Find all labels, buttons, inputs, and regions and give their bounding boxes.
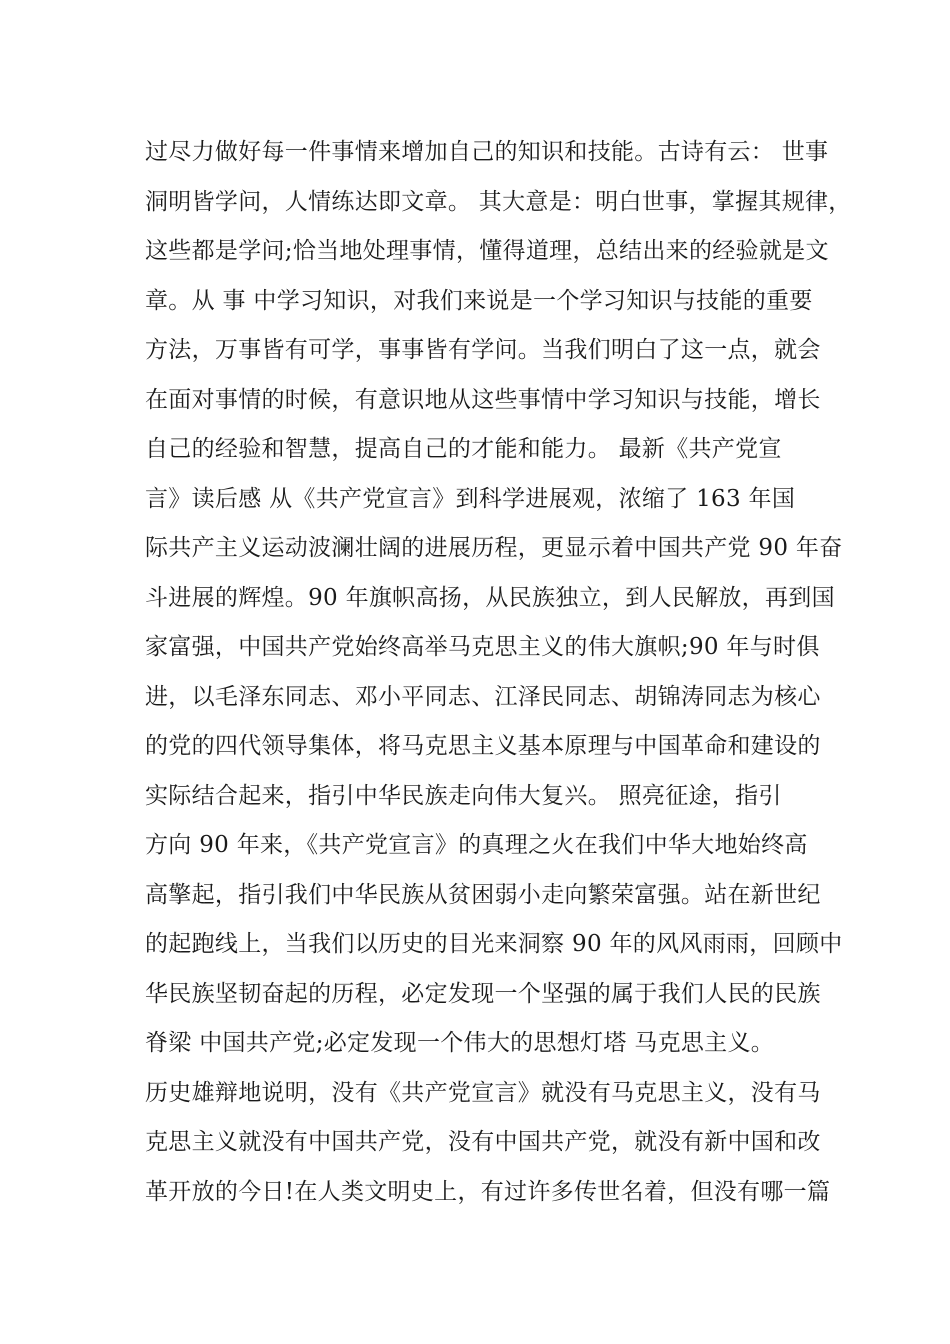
text-line-16: 高擎起，指引我们中华民族从贫困弱小走向繁荣富强。站在新世纪 xyxy=(145,881,821,908)
text-line-9: 际共产主义运动波澜壮阔的进展历程，更显示着中国共产党 90 年奋 xyxy=(145,535,843,561)
text-line-1: 过尽力做好每一件事情来增加自己的知识和技能。古诗有云： 世事 xyxy=(145,139,829,165)
text-line-2: 洞明皆学问，人情练达即文章。 其大意是：明白世事，掌握其规律， xyxy=(145,188,852,215)
text-line-5: 方法，万事皆有可学，事事皆有学问。当我们明白了这一点，就会 xyxy=(145,337,821,363)
text-line-13: 的党的四代领导集体，将马克思主义基本原理与中国革命和建设的 xyxy=(145,733,821,759)
text-line-3: 这些都是学问;恰当地处理事情，懂得道理，总结出来的经验就是文 xyxy=(145,238,829,264)
text-line-20: 历史雄辩地说明，没有《共产党宣言》就没有马克思主义，没有马 xyxy=(145,1079,821,1106)
text-line-6: 在面对事情的时候，有意识地从这些事情中学习知识与技能，增长 xyxy=(145,386,821,413)
text-line-12: 进，以毛泽东同志、邓小平同志、江泽民同志、胡锦涛同志为核心 xyxy=(145,683,821,710)
text-line-11: 家富强，中国共产党始终高举马克思主义的伟大旗帜;90 年与时俱 xyxy=(145,634,820,660)
text-line-10: 斗进展的辉煌。90 年旗帜高扬，从民族独立，到人民解放，再到国 xyxy=(145,584,835,611)
text-line-17: 的起跑线上，当我们以历史的目光来洞察 90 年的风风雨雨，回顾中 xyxy=(145,931,843,957)
text-line-7: 自己的经验和智慧，提高自己的才能和能力。 最新《共产党宣 xyxy=(145,436,782,462)
text-line-14: 实际结合起来，指引中华民族走向伟大复兴。 照亮征途，指引 xyxy=(145,782,782,809)
text-line-8: 言》读后感 从《共产党宣言》到科学进展观，浓缩了 163 年国 xyxy=(145,485,796,512)
text-line-15: 方向 90 年来，《共产党宣言》的真理之火在我们中华大地始终高 xyxy=(145,832,808,858)
body-text xyxy=(145,128,852,1217)
text-line-18: 华民族坚韧奋起的历程，必定发现一个坚强的属于我们人民的民族 xyxy=(145,980,821,1007)
text-line-4: 章。从 事 中学习知识，对我们来说是一个学习知识与技能的重要 xyxy=(145,287,813,314)
text-line-22: 革开放的今日!在人类文明史上，有过许多传世名着，但没有哪一篇 xyxy=(145,1178,831,1205)
text-line-21: 克思主义就没有中国共产党，没有中国共产党，就没有新中国和改 xyxy=(145,1129,821,1155)
text-line-19: 脊梁 中国共产党;必定发现一个伟大的思想灯塔 马克思主义。 xyxy=(145,1030,775,1056)
